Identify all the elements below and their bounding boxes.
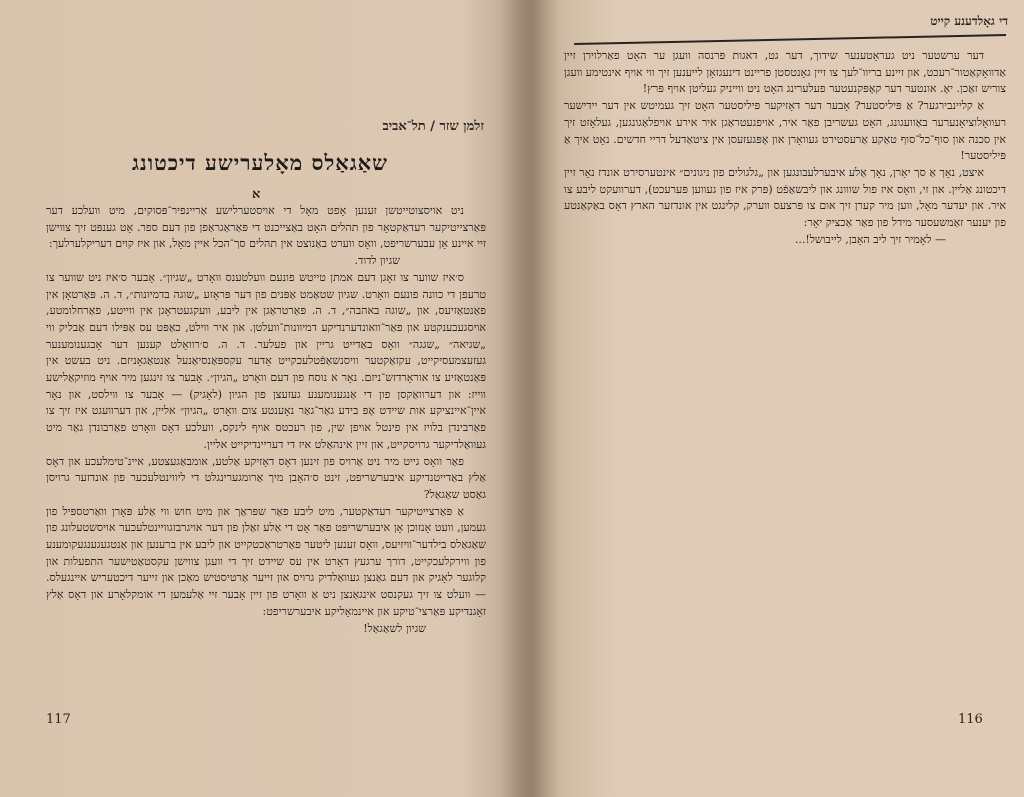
paragraph: ס׳איז שווער צו זאָגן דעם אמתן טייטש פונעם וועלטענס וואָרט „שגיון״. אָבער ס׳איז ניט שווער צו טרעפן די כוונה פונעם וואָרט. שגיון שטאַמט אַפּנים פון דער פּראָזע „שוגה בדמיונות״, ד. ה. פּאַרטאָן אין פאַנטאַזיעס, און „שוגה באהבה״, ד. ה. פּאַרטראַגן אין ליבע, וועקגעטראָגן אין ווייטע, פאַרחלומטע, אויסגעבענקטע און פאַר־וואונדערנדיקע דמיוונות־וועלטן. און איר ווילט, כאַפּט עס אַפּילו דעם אַבליק ווי „שגיאה״ „שגגה״ וואָס באַדייט גריין און פעלער. ד. ה. ס׳רוואָלט קענען דער אָבגענומענער געזעצמעסיקייט, עקזאַקטער וויסנשאַפֿטלעכקייט אָדער עקספּאַנסיאַנעל אַנטאַגאָניזם. ניט בעשט אין פּאַנטאַזיע צו אוראָרדזש־ניזם. נאָר א נוסח פון דעם וואָרט „הגיון״. אָבער צו זינגען מיר אויף מוזיקאַלישע ווייז: און דערוואַקסן פון די אַנגענומענע געזעצן פון הגיון (לאָגיק) — אָבער צו ווילסט, און נאָר איין־איינציקע אות שיידט אָפּ בידע גאַר־גאַר נאָענטע צום וואָרט „הגיון״ אליין, און דערוועגט איז זיך צו פאַרבינדן בלויז אין פינטל אויפן שין, פון רעכטס אויף לינקס, וועלכע דאָס וואָרט פאַרבונדן גאַר מיט געוואַלדיקער גרויסקייט, און זיין אינהאַלט איז די דעריינדיקייט אליין. xyxy=(46,270,486,451)
page-number: 116 xyxy=(958,712,983,727)
paragraph: איצט, נאָך אַ סך יאָרן, נאָך אַלע איבערלעבונגען און „גלגולים פון ניגונים״ אינטערסירט אונדז נאָר זיין דיכטונג אַליין. און זי, וואָס איז פול שווונג און ליבשאַפֿט (פּרק איז פון געווען פּערעכט), דערוועקט ליבע צו איר. און יעדער מאָל, ווען מיר קערן זיך אום צו פּרצעס ווערק, קלינגט אין אונדזער הארץ דאָס באַקאַנטע פון יענער זאַמשעסער מידל פון פאַר אַכציק יאָר: xyxy=(564,165,1006,230)
section-letter: א xyxy=(252,187,261,202)
author-line: זלמן שזר / תל־אביב xyxy=(382,119,484,134)
right-page xyxy=(540,0,1024,797)
header-rule xyxy=(574,34,1006,45)
paragraph: דער ערשטער ניט געראָטענער שידוך, דער גט, דאגות פּרנסה וועגן ער האָט פאַרלוירן זיין אַדוואָקאַטור־רעכט, און זיינע בריוו־לעך צו זיין גאָנטסטן פריינט דינעגזאָן לייענען זיך ווי אויף אינטימע וועגן צוריש זאַכן. יאָ. אונטער דער קאָפּקנעטער פעלערינג האָט ניט ווייניק געליטן אויף פּרץ! xyxy=(564,49,1006,96)
paragraph: פאַר וואָס גייט מיר ניט אַרויס פון זינען דאָס דאָזיקע אַלטע, אומבאַגעצטע, איינ־טימלעכע און דאָס אַלץ באַדייטנדיקע איבערשריפט, זינט ס׳האָבן מיך אַרומגערינגלט די ליווינטלעכער פון אונדזער גרויסן גאַסט שאַגאַל? xyxy=(46,454,486,501)
closing-line: — לאָמיר זיך ליב האָבן, לייבושל!... xyxy=(794,232,946,246)
right-text-column xyxy=(564,48,1006,248)
verse-line: שגיון לשאַגאַל! xyxy=(363,621,426,635)
paragraph: אַ פּאַרצייטיקער רעדאַקטער, מיט ליבע פאַר שפּראַך און מיט חוש ווי אַלע פּאָרן וואַרטספּיל פון געמען, וועט אָנזוכן אָן איבערשריפט פאַר אָט די אַלע זאַלן פון דער אויגרבזגוויינטלעכער אויסשטעלונג פון שאַגאַלס בילדער־וויזיעס, וואָס זענען ליטער פאַרטראַכטקייט און ליבע אין ברענען און אַנטגעגענגעקומענע פון ווירקלעכקייט, דורך ערגעץ דאָרט אין עס שיידט זיך די וועגן צווישן עקסטאַטישער התפעלות און קלוגער לאָגיק און דעם גאַנצן געוואַלדיק גרויס און זייער אַרטיסטיש מאַכן און זייער דיכטעריש איינגעלס. — וועלט צו זיך געקנסט אינגאַנצן ניט אַ וואָרט פון זיין אָבער זיי אַלעמען די אומקלאָרע און דאָס אַלץ זאָגנדיקע פּאַרצי־טיקע און איינמאָליקע איבערשריפט: xyxy=(46,504,486,618)
running-head: די גאָלדענע קייט xyxy=(930,14,1008,28)
page-number: 117 xyxy=(46,712,71,727)
paragraph: ניט אויסצוטייטשן זענען אָפט מאָל די אויסטערלישע אַריינפיר־פּסוקים, מיט וועלכע דער פּאַרצייטיקער רעדאַקטאָר פון תהלים האָט באַצייכנט די פּאַראַגראַפן פון דעם ספר. אָט גענפּט זיך צווישן זיי איינע אָן עבערשריפט, וואָס ווערט באַנוצט אין תהלים סך־הכל איין מאָל, און איז קוים דעריקלערלעך: xyxy=(46,204,486,251)
paragraph: אַ קליינבירגער? אַ פּיליסטער? אָבער דער דאָזיקער פּיליסטער האָט זיך געמיטש אין דער יידישער רעוואָלוציאָנערער באַוועגונג, האָט געשריבן פאַר איר, אויפגעטראַגן איר אירע אויפלאַגונגען, געלאָזט זיך אין סכנה און סוף־כל־סוף טאַקע אַרעסטירט געוואָרן און אָפּגעזעסן אין ציטאַדעל דריי חדשים. נאָט איך אַ פּיליסטער! xyxy=(564,99,1006,163)
article-title: שאַגאַלס מאָלערישע דיכטונג xyxy=(131,150,389,175)
verse-line: שגיון לדוד. xyxy=(354,254,400,268)
left-text-column xyxy=(46,203,486,637)
